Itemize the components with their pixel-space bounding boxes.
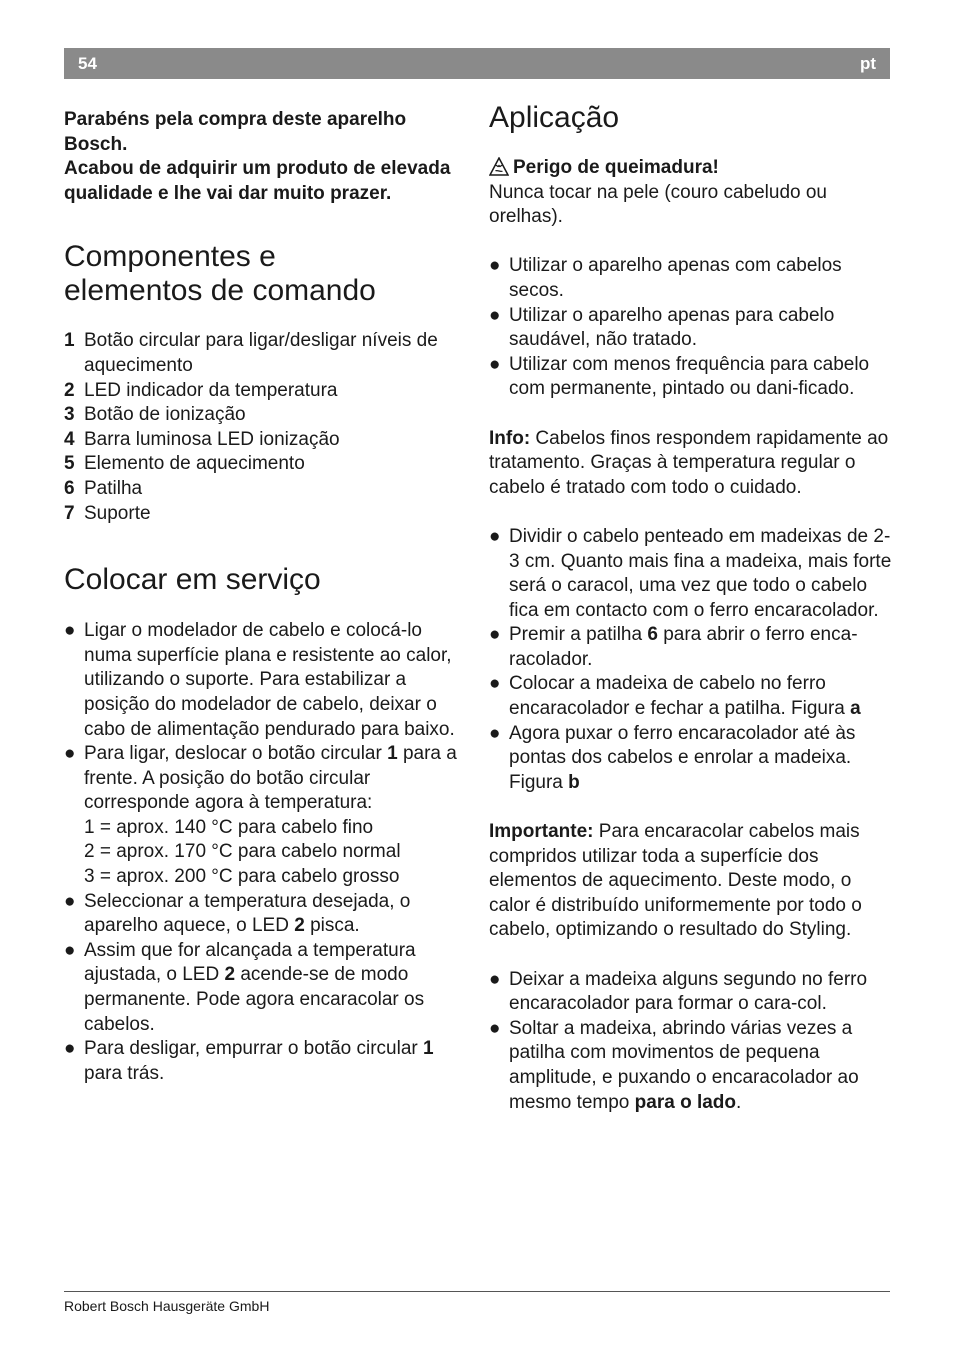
bullet-text: Utilizar o aparelho apenas com cabelos secos.	[509, 255, 842, 301]
component-number: 5	[64, 453, 75, 475]
bullet-text: acende-se de modo permanente. Pode agora encaracolar os cabelos.	[84, 964, 425, 1035]
bullet-text: Para ligar, deslocar o botão circular	[84, 743, 388, 765]
bullet-icon: ●	[489, 673, 501, 695]
figure-ref: b	[568, 771, 580, 793]
application-heading: Aplicação	[489, 101, 620, 134]
bullet-icon: ●	[64, 1038, 76, 1060]
bullet-text: pisca.	[304, 915, 360, 937]
usage-bullet	[489, 304, 894, 353]
bullet-text: Assim que for alcançada a temperatura ajustada, o LED	[84, 939, 416, 986]
bullet-text: .	[736, 1091, 742, 1113]
bullet-text: Deixar a madeixa alguns segundo no ferro encaracolador para formar o cara-col.	[509, 968, 868, 1015]
bullet-icon: ●	[489, 304, 501, 326]
component-text: Botão de ionização	[84, 404, 246, 426]
finish-bullet	[489, 1017, 894, 1115]
warning-text: Nunca tocar na pele (couro cabeludo ou orelhas).	[489, 181, 828, 228]
component-text: LED indicador da temperatura	[84, 379, 338, 401]
bullet-icon: ●	[489, 525, 501, 547]
bullet-icon: ●	[64, 620, 76, 642]
left-column	[64, 108, 464, 1086]
bullet-text: Utilizar o aparelho apenas para cabelo saudável, não tratado.	[509, 304, 835, 351]
finish-bullet	[489, 968, 894, 1017]
info-paragraph	[489, 427, 894, 501]
bullet-text: para trás.	[84, 1062, 165, 1084]
components-heading-line2: elementos de comando	[64, 274, 376, 308]
language-code: pt	[859, 54, 876, 73]
bullet-text: Premir a patilha	[509, 624, 648, 646]
components-heading	[64, 240, 464, 308]
bullet-icon: ●	[489, 1017, 501, 1039]
bullet-text: Ligar o modelador de cabelo e colocá-lo numa superfície plana e resistente ao calor, utilizando o suporte. Para estabilizar a posição do modelador de cabelo, deixar o cabo de alimentação pendurado para baixo.	[84, 620, 455, 740]
bullet-icon: ●	[489, 968, 501, 990]
bullet-text: Seleccionar a temperatura desejada, o aparelho aquece, o LED	[84, 890, 411, 937]
component-item	[64, 502, 464, 527]
bullet-icon: ●	[489, 353, 501, 375]
bullet-text: Utilizar com menos frequência para cabelo com permanente, pintado ou dani-ficado.	[509, 353, 870, 400]
component-item	[64, 379, 464, 404]
step-bullet	[489, 672, 894, 721]
component-text: Botão circular para ligar/desligar níveis de aquecimento	[84, 330, 438, 376]
components-list	[64, 329, 464, 526]
steps-list	[489, 525, 894, 796]
component-item	[64, 452, 464, 477]
bullet-bold: 2	[224, 964, 236, 986]
right-column	[489, 101, 894, 1115]
warning-triangle-icon	[489, 157, 509, 176]
bullet-text: para a frente. A posição do botão circular corresponde agora à temperatura:	[84, 743, 457, 814]
usage-bullet	[489, 254, 894, 303]
bullet-bold: 6	[647, 624, 658, 646]
bullet-icon: ●	[64, 890, 76, 912]
figure-ref: a	[850, 698, 861, 720]
bullet-icon: ●	[64, 939, 76, 961]
footer-company: Robert Bosch Hausgeräte GmbH	[64, 1298, 270, 1314]
info-label: Info:	[489, 427, 531, 449]
intro-line-1: Parabéns pela compra deste aparelho Bosch.	[64, 109, 407, 155]
temp-level-2: 2 = aprox. 170 °C para cabelo normal	[84, 841, 401, 863]
page-header-bar	[64, 48, 890, 79]
service-bullet	[64, 619, 464, 742]
step-bullet	[489, 623, 894, 672]
component-item	[64, 477, 464, 502]
bullet-bold: 1	[423, 1038, 434, 1060]
warning-line	[489, 156, 894, 181]
bullet-bold: 1	[387, 743, 398, 765]
component-item	[64, 428, 464, 453]
bullet-text: Colocar a madeixa de cabelo no ferro encaracolador e fechar a patilha. Figura	[509, 673, 851, 720]
bullet-icon: ●	[489, 624, 501, 646]
bullet-icon: ●	[489, 255, 501, 277]
temp-level-1: 1 = aprox. 140 °C para cabelo fino	[84, 816, 374, 838]
component-text: Elemento de aquecimento	[84, 453, 305, 475]
component-item	[64, 403, 464, 428]
step-bullet	[489, 722, 894, 796]
component-number: 3	[64, 404, 75, 426]
component-text: Barra luminosa LED ionização	[84, 428, 340, 450]
bullet-text: Soltar a madeixa, abrindo várias vezes a patilha com movimentos de pequena amplitude, e puxando o encaracolador ao mesmo tempo	[509, 1017, 859, 1113]
bullet-bold: para o lado	[634, 1091, 737, 1113]
bullet-text: para abrir o ferro enca-racolador.	[509, 624, 858, 670]
service-heading: Colocar em serviço	[64, 563, 321, 597]
component-number: 4	[64, 428, 75, 450]
component-text: Suporte	[84, 502, 151, 524]
bullet-bold: 2	[294, 915, 305, 937]
intro-line-2: Acabou de adquirir um produto de elevada qualidade e lhe vai dar muito prazer.	[64, 158, 451, 204]
page-number: 54	[78, 54, 97, 73]
usage-list	[489, 254, 894, 402]
service-bullet	[64, 939, 464, 1037]
bullet-icon: ●	[489, 722, 501, 744]
component-number: 2	[64, 379, 75, 401]
service-bullet	[64, 742, 464, 890]
service-bullet	[64, 1037, 464, 1086]
bullet-text: Dividir o cabelo penteado em madeixas de 2-3 cm. Quanto mais fina a madeixa, mais forte será o caracol, uma vez que todo o cabelo fica em contacto com o ferro encaracolador.	[509, 525, 892, 621]
component-number: 7	[64, 502, 75, 524]
info-text: Cabelos finos respondem rapidamente ao tratamento. Graças à temperatura regular o cabelo é tratado com todo o cuidado.	[489, 427, 889, 498]
component-number: 6	[64, 477, 75, 499]
component-text: Patilha	[84, 477, 143, 499]
bullet-text: Para desligar, empurrar o botão circular	[84, 1038, 423, 1060]
finish-list	[489, 968, 894, 1116]
warning-title: Perigo de queimadura!	[513, 157, 719, 178]
service-bullet	[64, 890, 464, 939]
service-list	[64, 619, 464, 1086]
bullet-text: Agora puxar o ferro encaracolador até às pontas dos cabelos e enrolar a madeixa. Figura	[509, 722, 856, 793]
important-text: Para encaracolar cabelos mais compridos utilizar toda a superfície dos elementos de aquecimento. Deste modo, o calor é distribuído uniformemente por todo o cabelo, optimizando o resultado do Styling.	[489, 821, 862, 941]
usage-bullet	[489, 353, 894, 402]
footer-rule	[64, 1291, 890, 1292]
step-bullet	[489, 525, 894, 623]
temp-level-3: 3 = aprox. 200 °C para cabelo grosso	[84, 866, 400, 888]
component-number: 1	[64, 330, 75, 352]
component-item	[64, 329, 464, 378]
important-paragraph	[489, 820, 894, 943]
bullet-icon: ●	[64, 743, 76, 765]
components-heading-line1: Componentes e	[64, 240, 276, 274]
important-label: Importante:	[489, 821, 594, 843]
